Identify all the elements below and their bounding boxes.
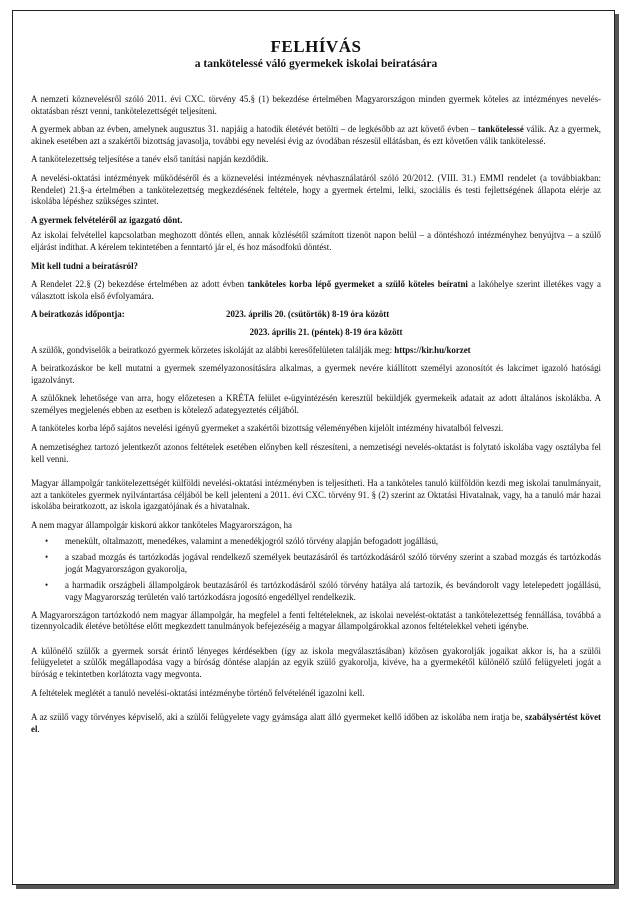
paragraph-foreign-rights: A Magyarországon tartózkodó nem magyar állampolgár, ha megfelel a fenti feltételeknek, az iskolai nevelést-oktatást a tankötelezettség fennállása, továbbá a tizennyolcadik életéve betöltése előtt megkezdett tanulmányok befejezéséig a magyar állampolgárokkal azonos feltételekkel veheti igénybe. [31,609,601,632]
enrollment-date-1: 2023. április 20. (csütörtök) 8-19 óra között [226,309,390,320]
paragraph-nationality: A nemzetiséghez tartozó jelentkezőt azonos feltételek esetében előnyben kell részesíteni, a nemzetiségi nevelés-oktatást is folytató iskolába vagy osztályba fel kell venni. [31,442,601,464]
list-item-text: a szabad mozgás és tartózkodás jogával rendelkező személyek beutazásáról és tartózkodásáról szóló törvény szerint a szabad mozgás és tartózkodás jogát Magyarországon gyakorolja, [65,552,601,574]
paragraph-offence [31,712,601,735]
enrollment-date-2: 2023. április 21. (péntek) 8-19 óra között [249,326,403,337]
heading-decision [31,215,601,227]
paragraph-kreta: A szülőknek lehetősége van arra, hogy előzetesen a KRÉTA felület e-ügyintézésén keresztül beküldjék gyermekeik adatait az adott általános iskolákba. A személyes megjelenés ebben az esetben is kötelező adategyeztetés céljából. [31,393,601,415]
list-item-text: menekült, oltalmazott, menedékes, valamint a menedékjogról szóló törvény alapján befogadott jogállású, [65,535,439,546]
page-subtitle: a tankötelessé váló gyermekek iskolai beiratására [194,58,438,70]
document-content [31,37,601,742]
text-span: . [37,723,40,734]
paragraph-start: A tankötelezettség teljesítése a tanév első tanítási napján kezdődik. [31,154,269,165]
bold-text: tanköteles korba lépő gyermeket a szülő köteles beíratni [247,279,468,290]
text-span: A gyermek abban az évben, amelynek augusztus 31. napjáig a hatodik életévét betölti – de legkésőbb az azt követő évben – [31,124,478,135]
bullet-icon: • [45,552,49,563]
paragraph-id-documents: A beiratkozáskor be kell mutatni a gyermek személyazonosítására alkalmas, a gyermek nevére kiállított személyi azonosítót és lakcímet igazoló hatósági igazolványt. [31,363,601,385]
paragraph-district [31,345,601,357]
paragraph-appeal: Az iskolai felvétellel kapcsolatban meghozott döntés ellen, annak közlésétől számított tizenöt napon belül – a döntéshozó intézményhez benyújtva – a szülő eljárást indíthat. A kérelem tekintetében a fenntartó jár el, és hoz másodfokú döntést. [31,230,601,252]
list-item [31,536,601,548]
page-title: FELHÍVÁS [270,37,362,56]
bold-text: Mit kell tudni a beíratásról? [31,260,138,271]
heading-what-to-know [31,261,601,273]
bullet-icon: • [45,535,49,546]
paragraph-abroad: Magyar állampolgár tankötelezettségét külföldi nevelési-oktatási intézményben is teljesítheti. Ha a tanköteles tanuló külföldön kezdi meg iskolai tanulmányait, azt a tanköteles gyermek nyilvántartása céljából be kell jelenteni a 2011. évi CXC. törvény 91. § (2) szerint az Oktatási Hivatalnak, vagy, ha a tanuló már hazai iskolába beiratkozott, az iskola igazgatójának és a hivatalnak. [31,478,601,512]
bold-text: tankötelessé [477,124,524,135]
conditions-list [31,536,601,604]
paragraph-age [31,124,601,147]
bold-text: A gyermek felvételéről az igazgató dönt. [31,214,183,225]
list-item-text: a harmadik országbeli állampolgárok beutazásáról és tartózkodásáról szóló törvény hatálya alá tartozik, és bevándorolt vagy letelepedett jogállású, vagy Magyarország területén való tartózkodásra jogosító engedéllyel rendelkezik. [65,580,601,602]
bullet-icon: • [45,580,49,591]
text-span: válik. Az a gyermek, akinek esetében azt a szakértői bizottság javasolja, további egy nevelési évig az óvodában részesül ellátásban, és ezt követően válik tankötelessé. [31,124,601,146]
paragraph-foreign-minor: A nem magyar állampolgár kiskorú akkor tanköteles Magyarországon, ha [31,520,292,531]
text-span: a lakóhelye szerint illetékes vagy a választott iskola első évfolyamára. [31,279,601,301]
enrollment-label: A beiratkozás időpontja: [31,309,125,320]
text-span: A Rendelet 22.§ (2) bekezdése értelmében az adott évben [31,279,248,290]
district-link[interactable]: https://kir.hu/korzet [394,344,471,355]
paragraph-special-needs: A tanköteles korba lépő sajátos nevelési igényű gyermeket a szakértői bizottság véleményében kijelölt intézmény hivatalból felveszi. [31,423,504,434]
text-span: A szülők, gondviselők a beiratkozó gyermek körzetes iskoláját az alábbi keresőfelületen találják meg: [31,344,395,355]
paragraph-verification: A feltételek meglétét a tanuló nevelési-oktatási intézménybe történő felvételénél igazolni kell. [31,687,365,698]
document-page [12,10,615,885]
bold-text: szabálysértést követ el [31,712,601,734]
paragraph-obligation [31,279,601,302]
paragraph-separated-parents: A különélő szülők a gyermek sorsát érintő lényeges kérdésekben (így az iskola megválasztásában) közösen gyakorolják jogaikat akkor is, ha a szülői felügyeletet a szülők megállapodása vagy a bíróság döntése alapján az egyik szülő gyakorolja, kivéve, ha a gyermekétől különélő szülő felügyeleti jogát a bíróság e tekintetben korlátozta vagy megvonta. [31,645,601,679]
enrollment-dates [31,309,601,321]
paragraph-regulation: A nevelési-oktatási intézmények működéséről és a köznevelési intézmények névhasználatáról szóló 20/2012. (VIII. 31.) EMMI rendelet (a továbbiakban: Rendelet) 21.§-a értelmében a tankötelezettség megkezdésének feltétele, hogy a gyermek értelmi, lelki, szociális és testi fejlettségének állapota elérje az iskolába lépéshez szükséges szintet. [31,172,601,207]
paragraph-compulsory-education: A nemzeti köznevelésről szóló 2011. évi CXC. törvény 45.§ (1) bekezdése értelmében Magyarországon minden gyermek köteles az intézményes nevelés-oktatásban részt venni, tankötelezettségét teljesíteni. [31,94,601,116]
list-item [31,580,601,603]
list-item [31,552,601,575]
text-span: A az szülő vagy törvényes képviselő, aki a szülői felügyelete vagy gyámsága alatt álló gyermeket kellő időben az iskolába nem íratja be, [31,712,525,723]
